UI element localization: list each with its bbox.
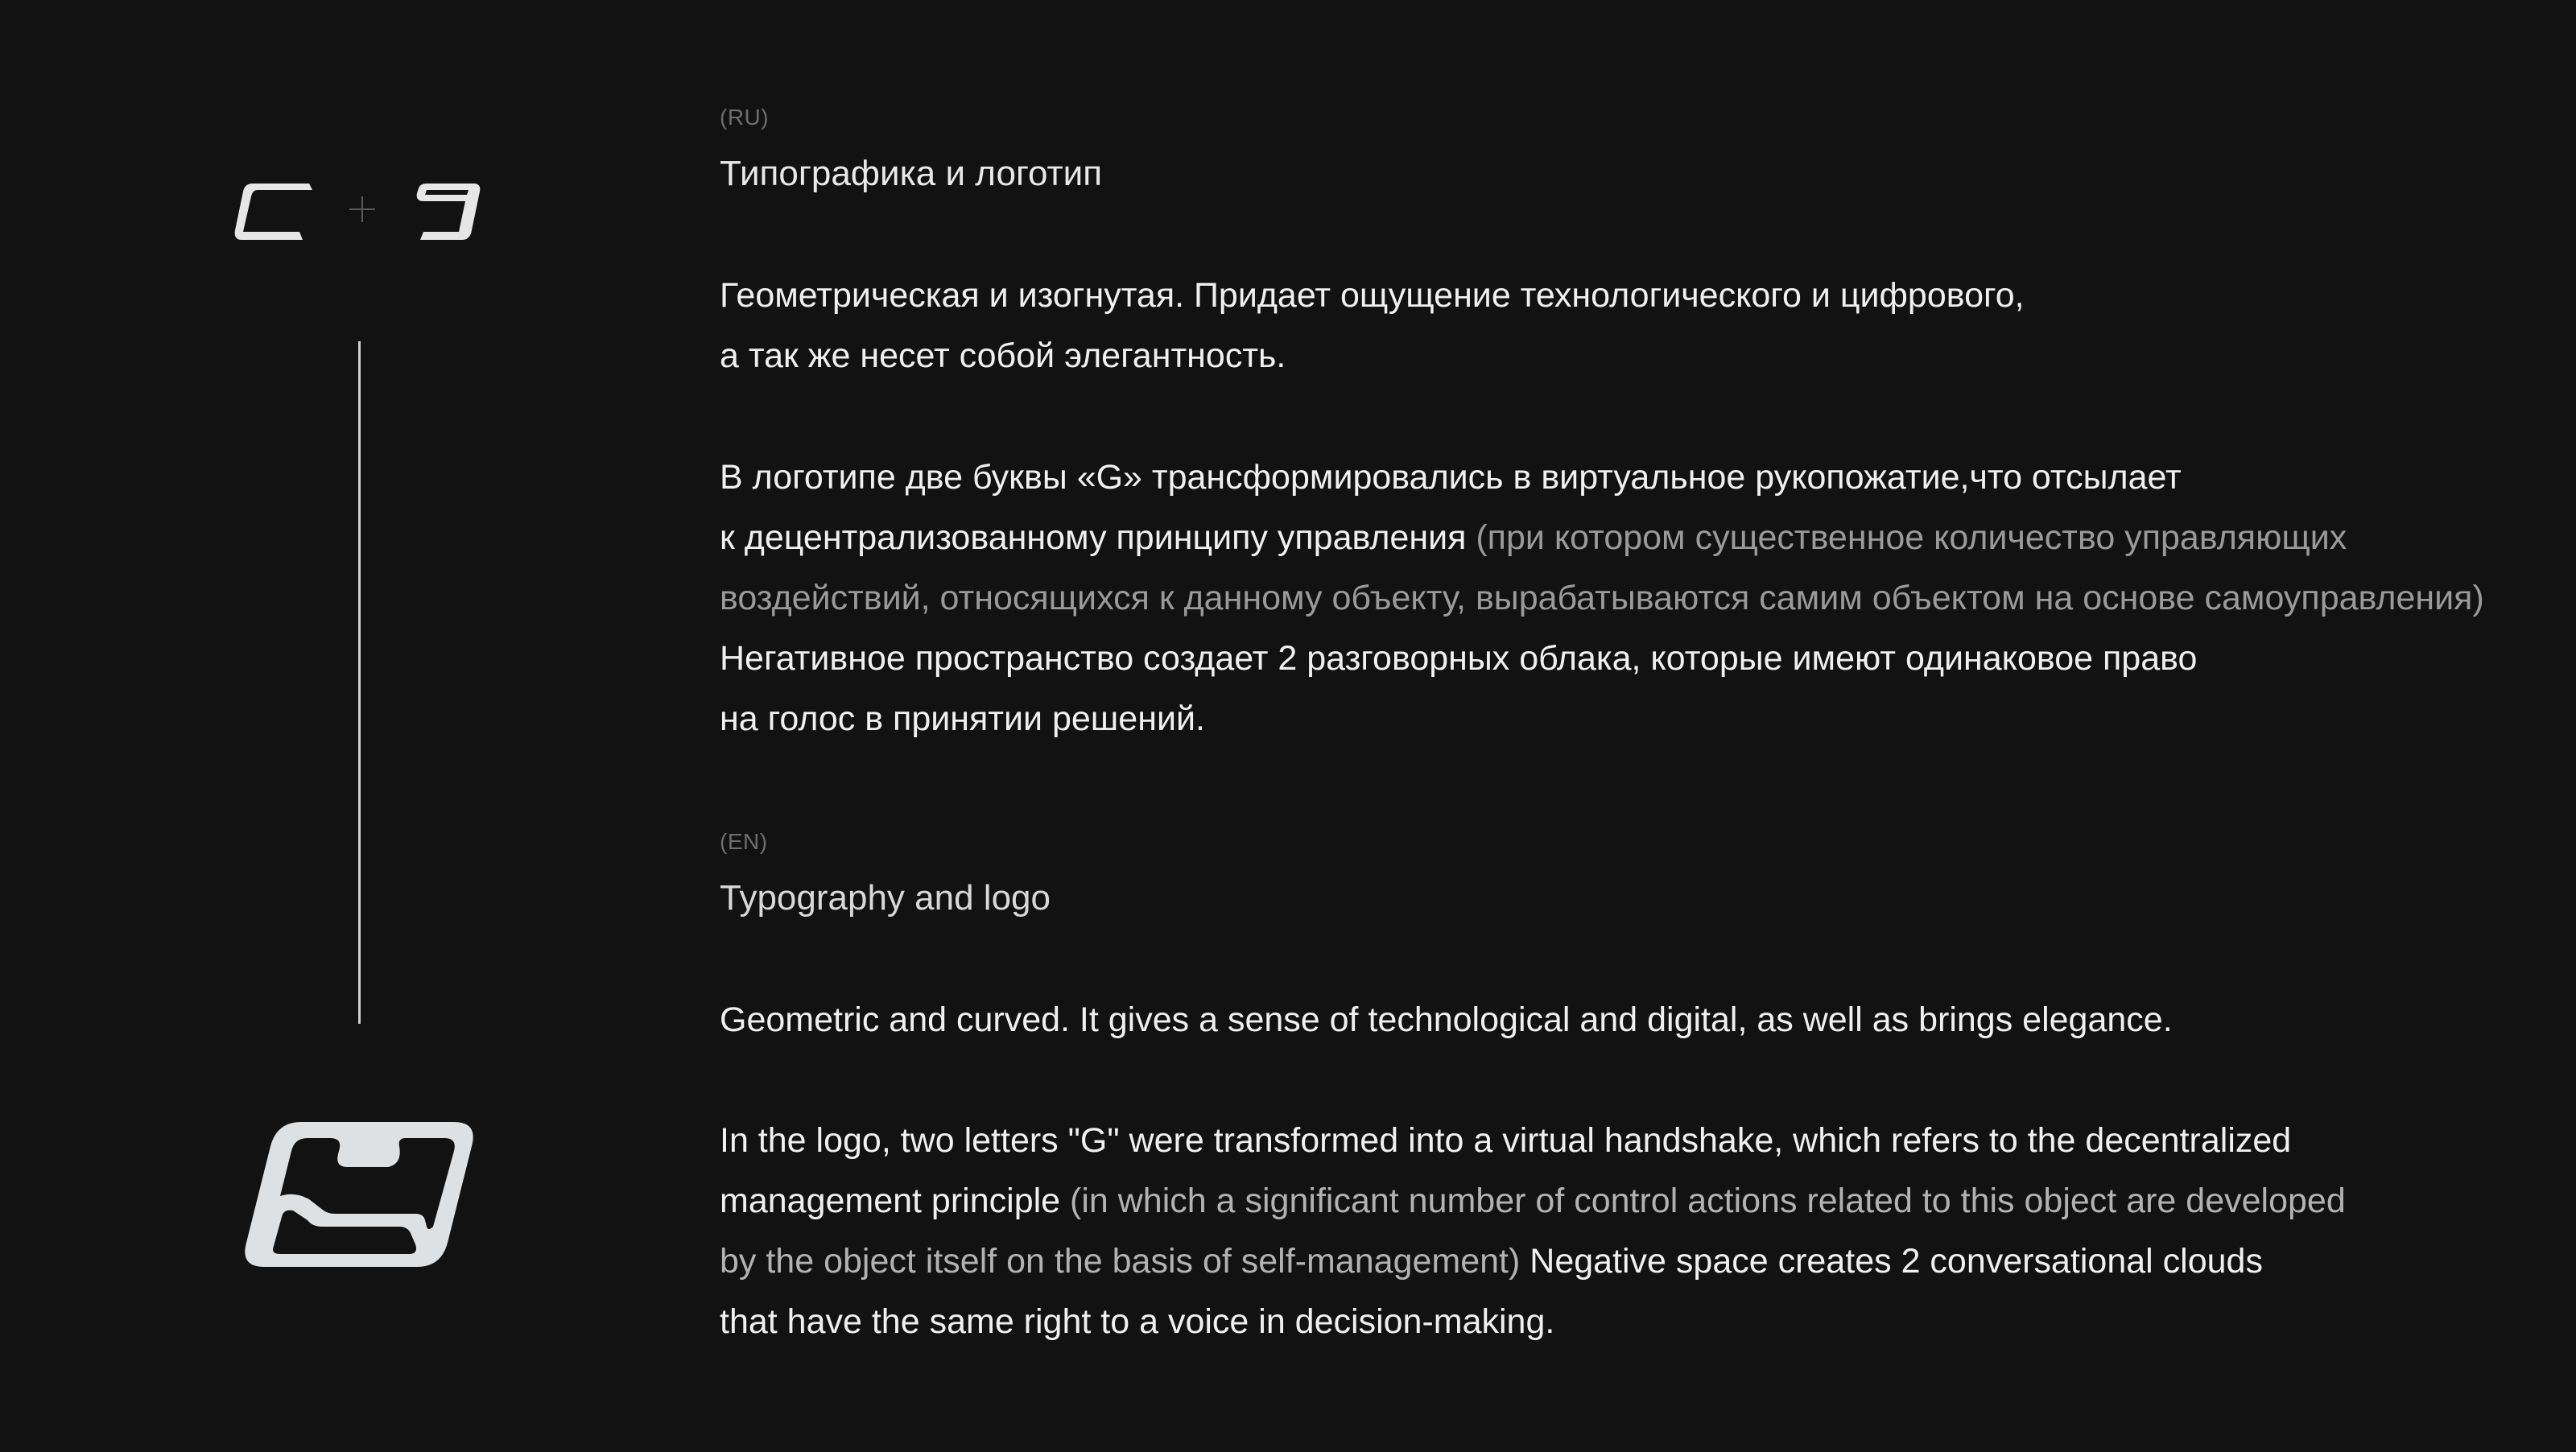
plus-sign-icon — [349, 196, 375, 222]
en-p2-line-2 — [720, 1171, 2346, 1231]
en-p2-line-1: In the logo, two letters "G" were transformed into a virtual handshake, which refers to the decentralized — [720, 1121, 2292, 1160]
g-letter-left-icon — [235, 184, 312, 240]
ru-p2-light-text: (при котором существенное количество управляющих — [1466, 518, 2347, 557]
ru-p2-line-2 — [720, 508, 2484, 568]
lang-tag-en: (EN) — [720, 829, 768, 854]
lang-tag-ru: (RU) — [720, 105, 770, 130]
ru-section-title: Типографика и логотип — [720, 154, 1103, 193]
en-p2-bold-text-2: Negative space creates 2 conversational clouds — [1520, 1242, 2263, 1281]
en-paragraph-1 — [720, 990, 2173, 1050]
en-p2-light-text-2: by the object itself on the basis of self-management) — [720, 1242, 1521, 1281]
en-p2-bold-text: management principle — [720, 1182, 1061, 1220]
ru-paragraph-2 — [720, 448, 2484, 749]
en-p2-line-3 — [720, 1231, 2346, 1292]
ru-p2-bold-text: к децентрализованному принципу управления — [720, 518, 1467, 557]
ru-p2-line-5: на голос в принятии решений. — [720, 699, 1205, 738]
ru-p2-line-3: воздействий, относящихся к данному объекту, вырабатываются самим объектом на основе самоуправления) — [720, 579, 2484, 617]
ru-paragraph-1 — [720, 266, 2025, 386]
handshake-logo-icon — [245, 1122, 475, 1267]
ru-p1-line-1: Геометрическая и изогнутая. Придает ощущение технологического и цифрового, — [720, 276, 2025, 315]
en-p2-line-4: that have the same right to a voice in decision-making. — [720, 1302, 1555, 1341]
en-p1-line-1: Geometric and curved. It gives a sense of technological and digital, as well as brings elegance. — [720, 1000, 2173, 1039]
vertical-divider — [358, 341, 361, 1024]
g-letter-right-icon — [409, 184, 480, 240]
ru-p1-line-2: а так же несет собой элегантность. — [720, 336, 1286, 375]
ru-p2-line-4: Негативное пространство создает 2 разговорных облака, которые имеют одинаковое право — [720, 639, 2198, 678]
logo-column — [0, 0, 720, 1452]
en-paragraph-2 — [720, 1111, 2346, 1352]
ru-p2-line-1: В логотипе две буквы «G» трансформировались в виртуальное рукопожатие,что отсылает — [720, 458, 2182, 497]
g-plus-g-glyphs — [233, 179, 491, 248]
en-section-title: Typography and logo — [720, 878, 1051, 918]
en-p2-light-text: (in which a significant number of control actions related to this object are developed — [1060, 1182, 2346, 1220]
